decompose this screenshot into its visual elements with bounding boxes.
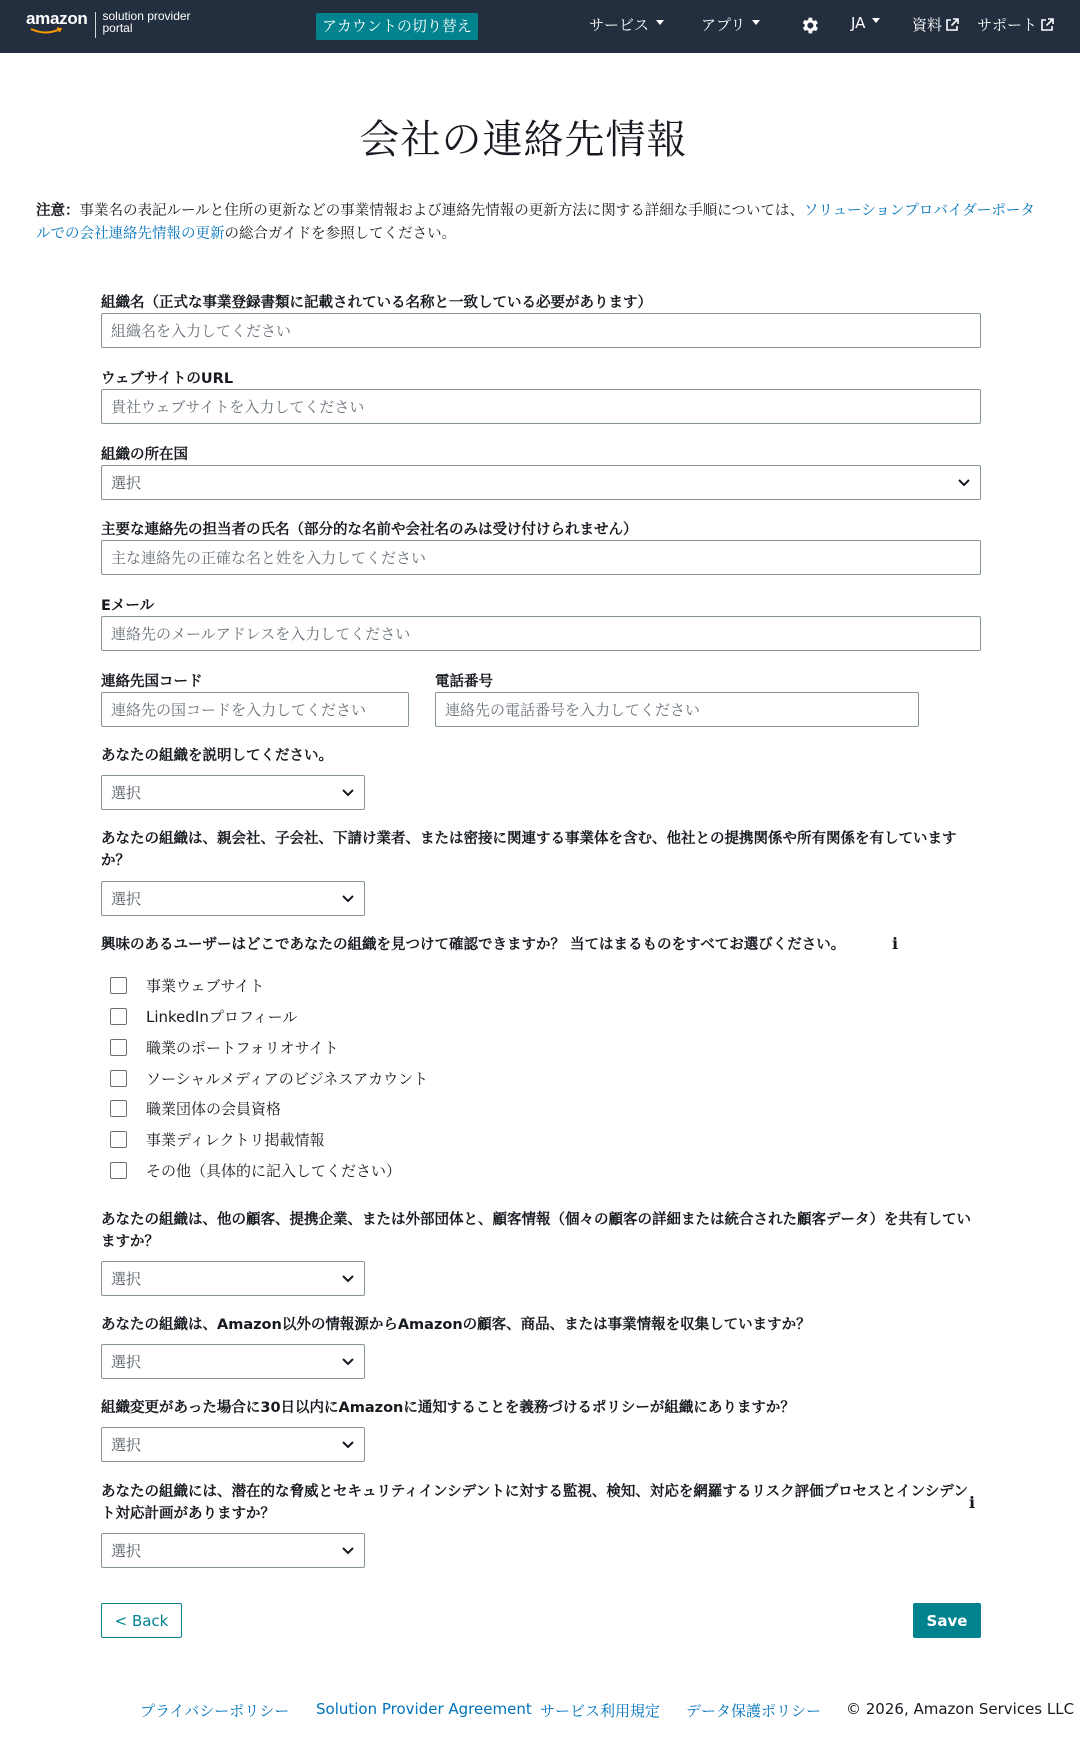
- affiliation-select-value: 選択: [111, 890, 142, 908]
- language-menu[interactable]: [851, 14, 880, 32]
- notify-policy-select-value: 選択: [111, 1436, 142, 1454]
- external-link-icon: [1040, 18, 1054, 32]
- amazon-solution-provider-logo[interactable]: [26, 10, 191, 38]
- logo-wordmark: amazon: [26, 9, 88, 28]
- back-button[interactable]: < Back: [101, 1603, 182, 1638]
- describe-org-label: あなたの組織を説明してください。: [101, 748, 333, 764]
- note-paragraph: [36, 200, 1046, 246]
- privacy-policy-link[interactable]: プライバシーポリシー: [140, 1702, 290, 1720]
- copyright: © 2026, Amazon Services LLC: [846, 1700, 1075, 1718]
- checkbox-portfolio[interactable]: [110, 1037, 339, 1058]
- nav-resources-label: 資料: [912, 16, 943, 34]
- checkbox-label: 職業団体の会員資格: [146, 1100, 282, 1118]
- notify-policy-label: 組織変更があった場合に30日以内にAmazonに通知することを義務づけるポリシーが組織にありますか？: [101, 1400, 795, 1416]
- notify-policy-select[interactable]: [101, 1427, 365, 1462]
- describe-org-select-value: 選択: [111, 784, 142, 802]
- org-name-input[interactable]: [101, 313, 981, 348]
- checkbox-linkedin[interactable]: [110, 1006, 297, 1027]
- phone-label: 電話番号: [435, 674, 493, 690]
- logo-smile-icon: [30, 27, 64, 35]
- logo-subtitle-line2: portal: [102, 21, 133, 35]
- checkbox-label: ソーシャルメディアのビジネスアカウント: [146, 1070, 429, 1088]
- nav-apps-label: アプリ: [701, 16, 746, 34]
- contact-name-input[interactable]: [101, 540, 981, 575]
- collect-data-label: あなたの組織は、Amazon以外の情報源からAmazonの顧客、商品、または事業情報を収集していますか？: [101, 1317, 811, 1333]
- logo-subtitle: [103, 10, 191, 34]
- country-select[interactable]: [101, 465, 981, 500]
- caret-down-icon: [656, 20, 664, 25]
- website-input[interactable]: [101, 389, 981, 424]
- gear-icon[interactable]: [799, 15, 820, 36]
- caret-down-icon: [872, 18, 880, 23]
- describe-org-select[interactable]: [101, 775, 365, 810]
- note-text-after: の総合ガイドを参照してください。: [224, 226, 457, 242]
- language-label: JA: [851, 14, 866, 32]
- switch-account-button[interactable]: アカウントの切り替え: [316, 13, 478, 40]
- info-icon[interactable]: i: [969, 1493, 976, 1512]
- nav-support-label: サポート: [977, 16, 1038, 34]
- chevron-down-icon: [342, 1357, 354, 1367]
- logo-subtitle-line1: solution provider: [102, 9, 191, 23]
- risk-assessment-select[interactable]: [101, 1533, 365, 1568]
- caret-down-icon: [752, 20, 760, 25]
- data-protection-policy-link[interactable]: データ保護ポリシー: [686, 1702, 822, 1720]
- share-customer-data-select[interactable]: [101, 1261, 365, 1296]
- phone-input[interactable]: [435, 692, 919, 727]
- nav-services-menu[interactable]: [589, 14, 664, 35]
- website-label: ウェブサイトのURL: [101, 371, 234, 387]
- risk-assessment-label: あなたの組織には、潜在的な脅威とセキュリティインシデントに対する監視、検知、対応を網羅するリスク評価プロセスとインシデント対応計画がありますか？: [101, 1484, 968, 1522]
- checkbox-other[interactable]: [110, 1160, 401, 1181]
- affiliation-select[interactable]: [101, 881, 365, 916]
- nav-support-link[interactable]: [977, 14, 1054, 35]
- nav-resources-link[interactable]: [912, 14, 959, 35]
- chevron-down-icon: [342, 894, 354, 904]
- page-title: 会社の連絡先情報: [359, 117, 688, 163]
- checkbox-box[interactable]: [110, 1008, 127, 1025]
- chevron-down-icon: [342, 1546, 354, 1556]
- checkbox-box[interactable]: [110, 1131, 127, 1148]
- checkbox-box[interactable]: [110, 977, 127, 994]
- checkbox-box[interactable]: [110, 1039, 127, 1056]
- checkbox-box[interactable]: [110, 1162, 127, 1179]
- risk-assessment-select-value: 選択: [111, 1542, 142, 1560]
- contact-name-label: 主要な連絡先の担当者の氏名（部分的な名前や会社名のみは受け付けられません）: [101, 522, 638, 538]
- checkbox-social-media[interactable]: [110, 1068, 428, 1089]
- checkbox-label: 事業ディレクトリ掲載情報: [146, 1131, 325, 1149]
- terms-of-service-link[interactable]: サービス利用規定: [540, 1702, 661, 1720]
- contact-update-guide-link[interactable]: ソリューションプロバイダーポータルでの会社連絡先情報の更新: [36, 203, 1035, 242]
- share-customer-data-label: あなたの組織は、他の顧客、提携企業、または外部団体と、顧客情報（個々の顧客の詳細または統合された顧客データ）を共有していますか？: [101, 1212, 971, 1250]
- checkbox-business-directory[interactable]: [110, 1129, 325, 1150]
- country-code-label: 連絡先国コード: [101, 674, 203, 690]
- affiliation-label: あなたの組織は、親会社、子会社、下請け業者、または密接に関連する事業体を含む、他社との提携関係や所有関係を有していますか？: [101, 831, 957, 869]
- collect-data-select[interactable]: [101, 1344, 365, 1379]
- nav-services-label: サービス: [589, 16, 650, 34]
- chevron-down-icon: [342, 1274, 354, 1284]
- info-icon[interactable]: i: [892, 934, 899, 953]
- chevron-down-icon: [342, 788, 354, 798]
- country-code-input[interactable]: [101, 692, 409, 727]
- org-name-label: 組織名（正式な事業登録書類に記載されている名称と一致している必要があります）: [101, 295, 652, 311]
- checkbox-label: LinkedInプロフィール: [146, 1008, 298, 1026]
- checkbox-label: その他（具体的に記入してください）: [146, 1162, 402, 1180]
- external-link-icon: [945, 18, 959, 32]
- checkbox-box[interactable]: [110, 1070, 127, 1087]
- email-input[interactable]: [101, 616, 981, 651]
- country-label: 組織の所在国: [101, 447, 188, 463]
- share-customer-data-select-value: 選択: [111, 1270, 142, 1288]
- checkbox-label: 職業のポートフォリオサイト: [146, 1039, 339, 1057]
- chevron-down-icon: [342, 1440, 354, 1450]
- checkbox-box[interactable]: [110, 1100, 127, 1117]
- save-button[interactable]: Save: [913, 1603, 981, 1638]
- chevron-down-icon: [958, 478, 970, 488]
- checkbox-business-website[interactable]: [110, 975, 264, 996]
- checkbox-professional-association[interactable]: [110, 1098, 281, 1119]
- nav-apps-menu[interactable]: [701, 14, 760, 35]
- solution-provider-agreement-link[interactable]: Solution Provider Agreement: [316, 1700, 532, 1718]
- email-label: Eメール: [101, 598, 155, 614]
- note-label: 注意：: [36, 203, 80, 219]
- country-select-value: 選択: [111, 474, 142, 492]
- logo-divider: [95, 12, 96, 38]
- top-navigation: [0, 0, 1080, 53]
- note-text-before: 事業名の表記ルールと住所の更新などの事業情報および連絡先情報の更新方法に関する詳細な手順については、: [79, 203, 804, 219]
- online-presence-label: 興味のあるユーザーはどこであなたの組織を見つけて確認できますか？ 当てはまるものをすべてお選びください。: [101, 937, 846, 953]
- collect-data-select-value: 選択: [111, 1353, 142, 1371]
- checkbox-label: 事業ウェブサイト: [146, 977, 265, 995]
